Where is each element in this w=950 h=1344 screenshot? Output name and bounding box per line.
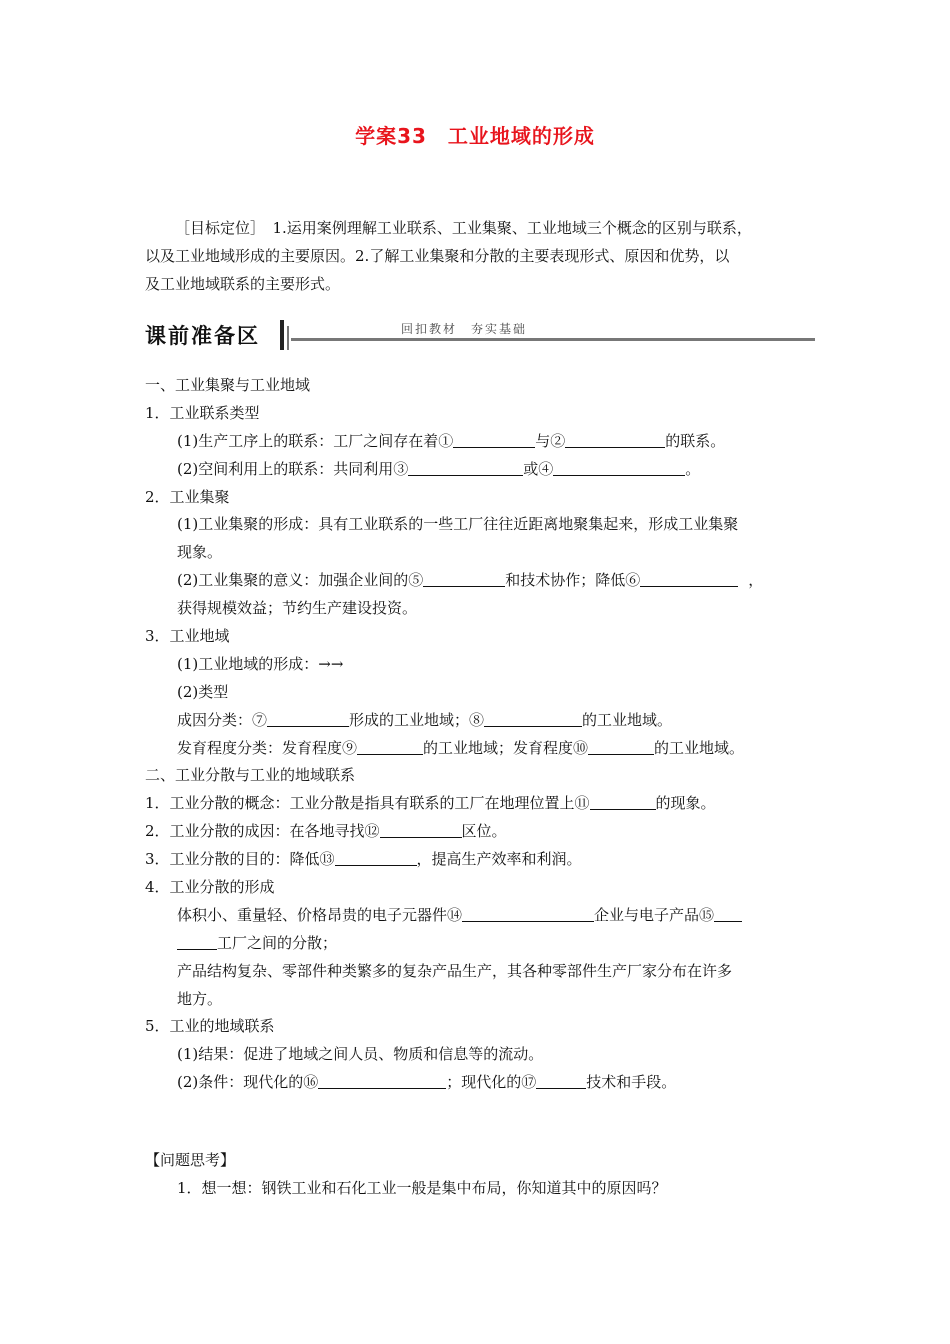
blank-9[interactable] [357, 736, 423, 755]
text: 1．工业分散的概念：工业分散是指具有联系的工厂在地理位置上⑪ [145, 794, 590, 813]
thinking-section [145, 1147, 815, 1203]
text: 的现象。 [655, 794, 716, 813]
banner-title: 课前准备区 [145, 324, 260, 348]
goal-line-1: ［目标定位］ 1.运用案例理解工业联系、工业集聚、工业地域三个概念的区别与联系， [175, 219, 752, 237]
text: (2)条件：现代化的⑯ [177, 1073, 319, 1092]
text: 形成的工业地域；⑧ [349, 710, 485, 729]
text: 3．工业分散的目的：降低⑬ [145, 850, 335, 869]
blank-12[interactable] [380, 819, 462, 838]
text-line: 获得规模效益；节约生产建设投资。 [177, 599, 418, 618]
blank-11[interactable] [590, 791, 656, 810]
blank-16[interactable] [318, 1070, 446, 1089]
learning-goals [145, 214, 813, 298]
text-line: (1)工业地域的形成：→→ [177, 654, 344, 673]
blank-10[interactable] [588, 736, 654, 755]
text: ， [748, 571, 764, 590]
item-heading: 4．工业分散的形成 [145, 878, 275, 897]
text: 发育程度分类：发育程度⑨ [177, 738, 358, 757]
text-line: 现象。 [177, 543, 223, 562]
blank-17[interactable] [536, 1070, 586, 1089]
text: 的工业地域。 [582, 710, 673, 729]
blank-3[interactable] [408, 457, 523, 476]
text: 或④ [523, 459, 554, 478]
item-heading: 2．工业集聚 [145, 487, 230, 506]
blank-1[interactable] [453, 429, 535, 448]
section-heading-2: 二、工业分散与工业的地域联系 [145, 766, 356, 785]
text: (2)空间利用上的联系：共同利用③ [177, 459, 409, 478]
section-banner [145, 318, 815, 352]
text-line: (2)类型 [177, 682, 229, 701]
text: (1)生产工序上的联系：工厂之间存在着① [177, 431, 454, 450]
text-line: (1)工业集聚的形成：具有工业联系的一些工厂往往近距离地聚集起来，形成工业集聚 [177, 515, 739, 534]
item-heading: 5．工业的地域联系 [145, 1017, 275, 1036]
prep-content [145, 372, 815, 1097]
goal-line-2: 以及工业地域形成的主要原因。2.了解工业集聚和分散的主要表现形式、原因和优势，以 [145, 247, 730, 265]
text: 。 [685, 459, 701, 478]
text-line: 地方。 [177, 989, 223, 1008]
banner-subtitle: 回扣教材 夯实基础 [401, 322, 528, 336]
section-heading-1: 一、工业集聚与工业地域 [145, 376, 311, 394]
fill-line [145, 902, 815, 930]
text: 工厂之间的分散； [217, 933, 338, 952]
text: 区位。 [461, 822, 507, 841]
text: 企业与电子产品⑮ [594, 905, 715, 924]
fill-line [145, 707, 815, 735]
fill-line [145, 818, 815, 846]
fill-line [145, 567, 815, 595]
text: 2．工业分散的成因：在各地寻找⑫ [145, 822, 380, 841]
text: 的联系。 [665, 431, 726, 450]
fill-line [145, 735, 815, 763]
banner-rule [291, 338, 815, 341]
fill-line [145, 428, 815, 456]
text: 和技术协作；降低⑥ [505, 571, 641, 590]
text: 成因分类：⑦ [177, 710, 268, 729]
fill-line [145, 790, 815, 818]
goal-line-3: 及工业地域联系的主要形式。 [145, 275, 341, 293]
text: (2)工业集聚的意义：加强企业间的⑤ [177, 571, 424, 590]
text: ；现代化的⑰ [446, 1073, 537, 1092]
blank-2[interactable] [565, 429, 665, 448]
banner-divider [280, 320, 284, 350]
text: 的工业地域；发育程度⑩ [423, 738, 589, 757]
blank-7[interactable] [267, 708, 349, 727]
text: 体积小、重量轻、价格昂贵的电子元器件⑭ [177, 905, 463, 924]
item-heading: 3．工业地域 [145, 627, 230, 646]
blank-6[interactable] [640, 568, 738, 587]
blank-15b[interactable] [177, 931, 217, 950]
thinking-heading: 【问题思考】 [145, 1151, 236, 1169]
blank-4[interactable] [553, 457, 685, 476]
banner-divider-thin [287, 326, 289, 350]
text-line: 产品结构复杂、零部件种类繁多的复杂产品生产，其各种零部件生产厂家分布在许多 [177, 961, 733, 980]
text: 与② [535, 431, 566, 450]
text: 的工业地域。 [654, 738, 745, 757]
blank-13[interactable] [335, 847, 417, 866]
fill-line [145, 1069, 815, 1097]
blank-5[interactable] [423, 568, 505, 587]
blank-14[interactable] [462, 903, 594, 922]
fill-line [145, 846, 815, 874]
question-1: 1．想一想：钢铁工业和石化工业一般是集中布局，你知道其中的原因吗？ [177, 1178, 667, 1197]
item-heading: 1．工业联系类型 [145, 403, 260, 422]
text: 技术和手段。 [586, 1073, 677, 1092]
blank-15a[interactable] [714, 903, 742, 922]
text-line: (1)结果：促进了地域之间人员、物质和信息等的流动。 [177, 1045, 544, 1064]
page-title: 学案33 工业地域的形成 [355, 124, 595, 148]
text: ，提高生产效率和利润。 [416, 850, 582, 869]
fill-line [145, 456, 815, 484]
blank-8[interactable] [484, 708, 582, 727]
fill-line [145, 930, 815, 958]
